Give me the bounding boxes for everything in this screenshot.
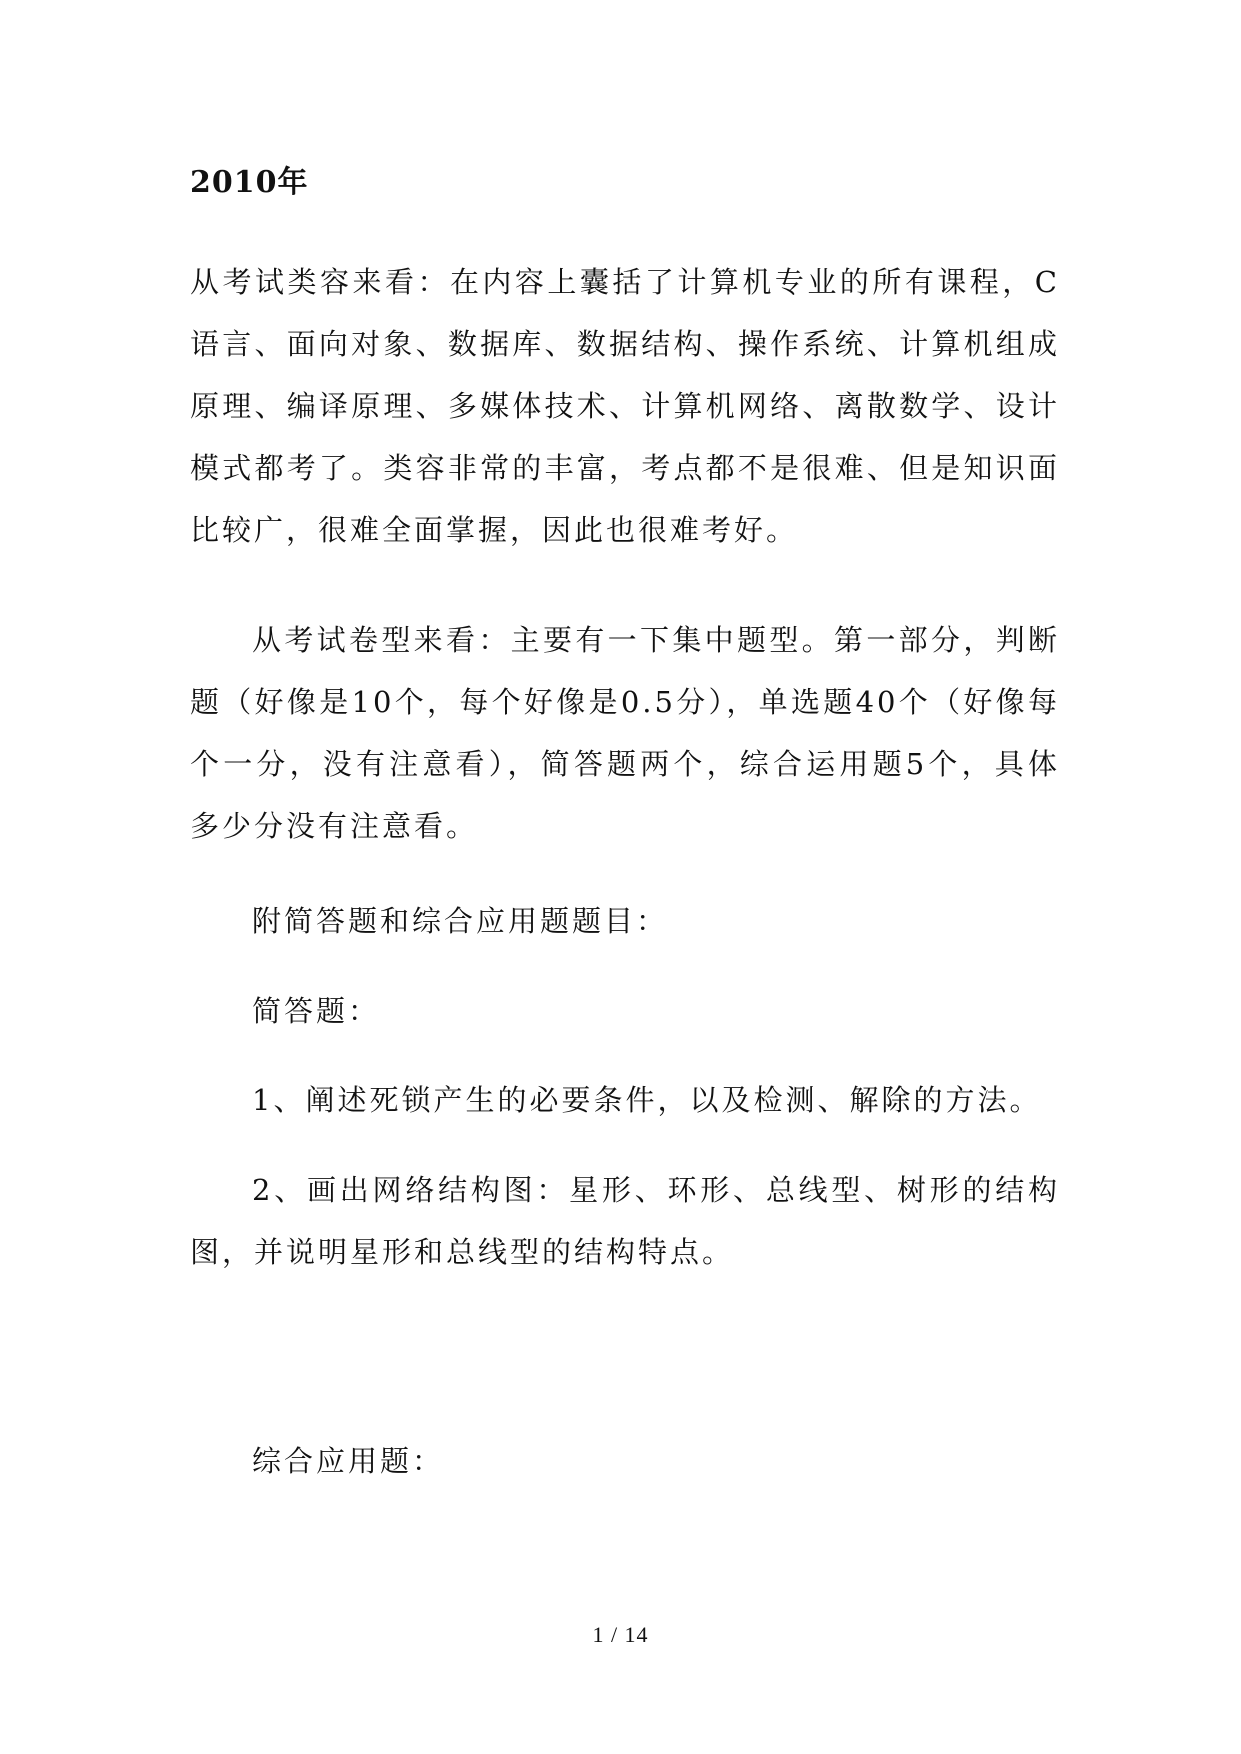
question-deadlock: 1、阐述死锁产生的必要条件，以及检测、解除的方法。 [252,1083,1042,1117]
page-number: 1 / 14 [592,1622,649,1647]
paragraph-exam-content: 从考试类容来看：在内容上囊括了计算机专业的所有课程，C语言、面向对象、数据库、数据结构、操作系统、计算机组成原理、编译原理、多媒体技术、计算机网络、离散数学、设计模式都考了。类容非常的丰富，考点都不是很难、但是知识面比较广，很难全面掌握，因此也很难考好。 [190,265,1060,547]
paragraph-appendix-intro: 附简答题和综合应用题题目： [252,904,669,938]
document-heading: 2010年 [190,165,309,200]
question-network-topology: 2、画出网络结构图：星形、环形、总线型、树形的结构图，并说明星形和总线型的结构特点。 [190,1173,1060,1269]
paragraph-exam-format: 从考试卷型来看：主要有一下集中题型。第一部分，判断题（好像是10个，每个好像是0.5分），单选题40个（好像每个一分，没有注意看），简答题两个，综合运用题5个，具体多少分没有注意看。 [190,623,1060,843]
section-title-short-answer: 简答题： [252,994,381,1028]
section-title-comprehensive: 综合应用题： [252,1444,445,1478]
